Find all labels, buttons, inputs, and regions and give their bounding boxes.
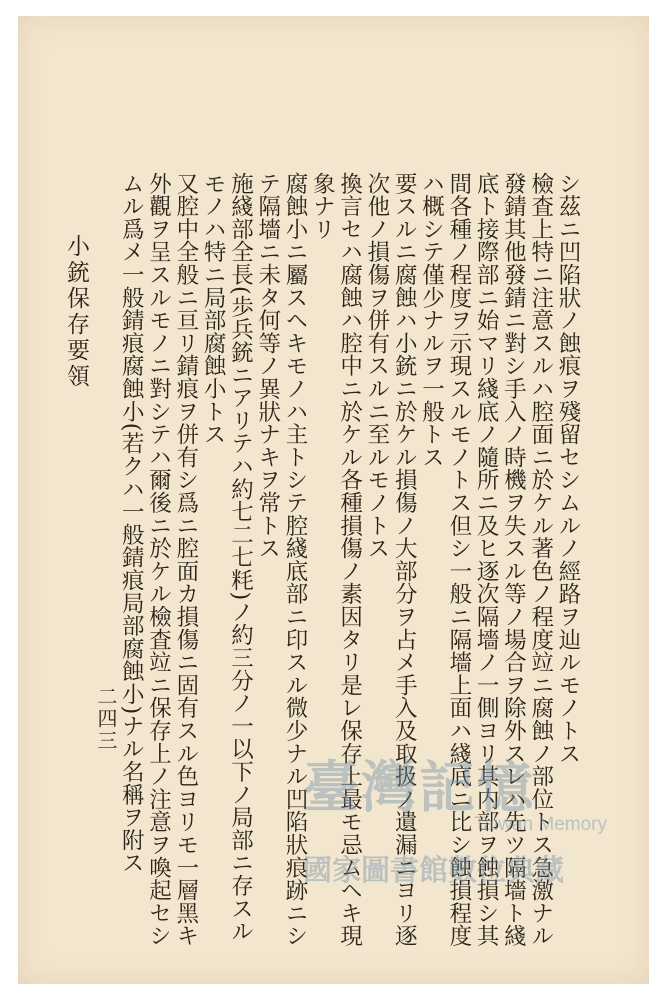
- text-line: 間各種ノ程度ヲ示現スルモノトス但シ一般ニ隔墻上面ハ綫底ニ比シ蝕損程度: [445, 172, 472, 948]
- text-line: テ隔墻ニ未タ何等ノ異狀ナキヲ常トス: [254, 172, 281, 560]
- watermark-org-text: 國家圖書館數位典藏: [303, 853, 565, 887]
- text-line: 要スルニ腐蝕ハ小銃ニ於ケル損傷ノ大部分ヲ占メ手入及取扱ノ遺漏ニヨリ逐: [391, 172, 418, 948]
- document-page: [18, 16, 649, 984]
- text-line: 施綫部全長(歩兵銃ニアリテハ約七二七粍)ノ約三分ノ一以下ノ局部ニ存スル: [227, 172, 254, 943]
- text-line: 檢査上特ニ注意スルハ腔面ニ於ケル著色ノ程度竝ニ腐蝕ノ部位トス急激ナル: [527, 172, 554, 948]
- text-line: 底ト接際部ニ始マリ綫底ノ隨所ニ及ヒ逐次隔墻ノ一側ヨリ其内部ヲ蝕損シ其: [473, 172, 500, 948]
- watermark: [303, 744, 613, 904]
- watermark-english-text: Taiwan Memory: [473, 814, 607, 835]
- text-line: シ茲ニ凹陷狀ノ蝕痕ヲ殘留セシムルノ經路ヲ辿ルモノトス: [555, 172, 581, 765]
- text-line: 外觀ヲ呈スルモノニ對シテハ爾後ニ於ケル檢査竝ニ保存上ノ注意ヲ喚起セシ: [145, 172, 172, 948]
- text-line: 次他ノ損傷ヲ併有スルニ至ルモノトス: [363, 172, 390, 560]
- text-line: 腐蝕小ニ屬スヘキモノハ主トシテ腔綫底部ニ印スル微少ナル凹陷狀痕跡ニシ: [282, 172, 309, 948]
- text-line: 換言セハ腐蝕ハ腔中ニ於ケル各種損傷ノ素因タリ是レ保存上最モ忌ムヘキ現: [336, 172, 363, 948]
- text-line: 發錆其他發錆ニ對シ手入ノ時機ヲ失スル等ノ場合ヲ除外スレハ先ツ隔墻ト綫: [500, 172, 527, 948]
- page-number: 二四三: [94, 686, 118, 752]
- text-line: モノハ特ニ局部腐蝕小トス: [200, 172, 227, 446]
- text-line: 又腔中全般ニ亘リ錆痕ヲ併有シ爲ニ腔面カ損傷ニ固有スル色ヨリモ一層黑キ: [172, 172, 199, 948]
- section-title: 小銃保存要領: [63, 234, 89, 390]
- watermark-logo-text: 臺灣記憶: [303, 755, 535, 821]
- text-line: 象ナリ: [309, 172, 336, 241]
- text-line: ハ概シテ僅少ナルヲ一般トス: [418, 172, 445, 469]
- text-line: ムル爲メ一般錆痕腐蝕小(若クハ一般錆痕局部腐蝕小)ナル名稱ヲ附ス: [118, 172, 145, 875]
